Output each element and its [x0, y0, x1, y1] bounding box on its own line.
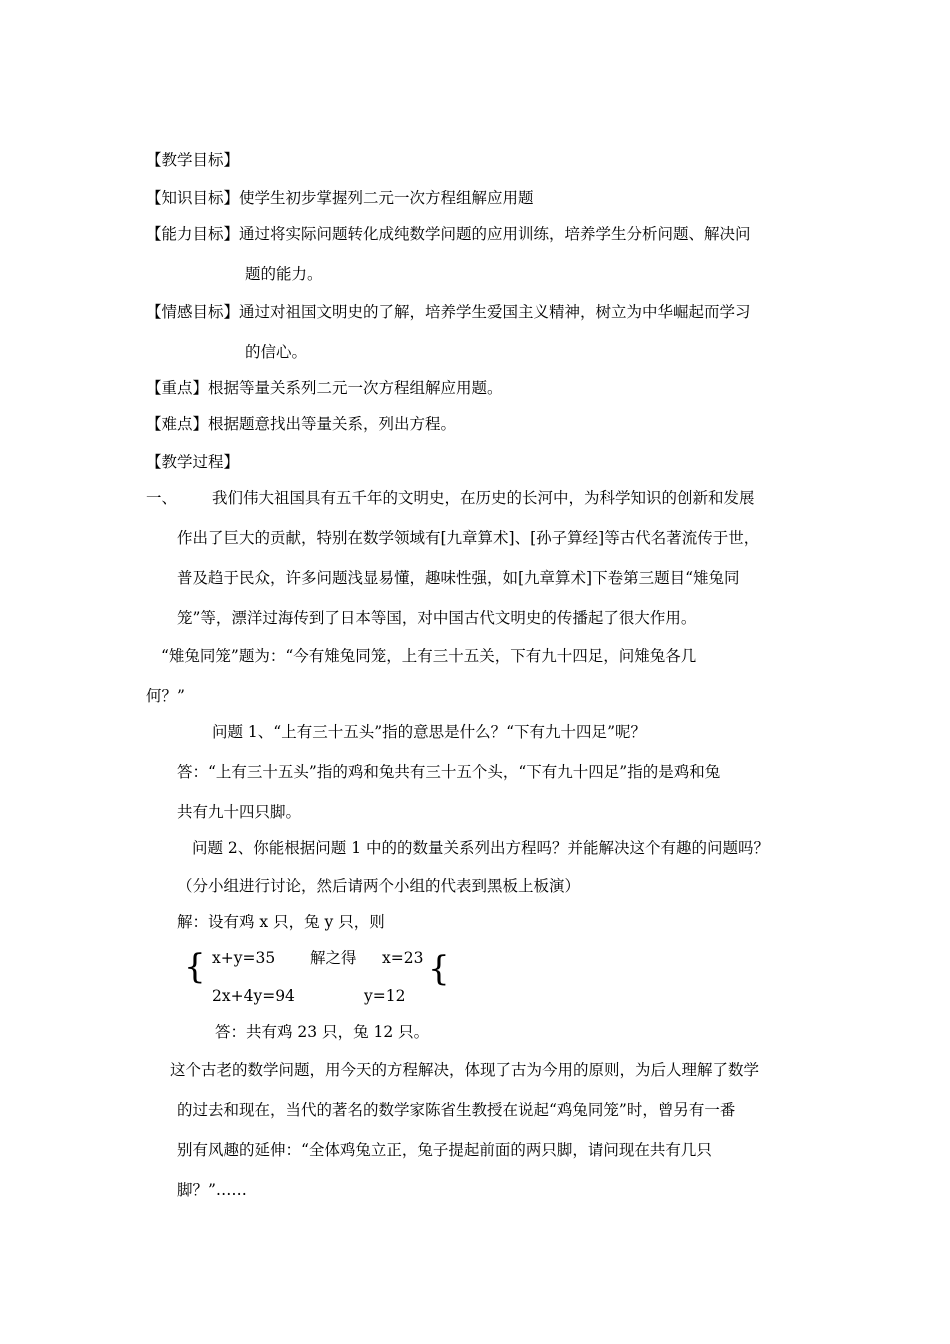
knowledge-goal: 【知识目标】使学生初步掌握列二元一次方程组解应用题	[146, 189, 534, 207]
equation-1: x+y=35	[212, 949, 276, 967]
equation-2: 2x+4y=94	[212, 987, 295, 1005]
section-heading-teaching-goals: 【教学目标】	[146, 151, 240, 169]
solution-x: x=23	[382, 949, 424, 967]
key-point: 【重点】根据等量关系列二元一次方程组解应用题。	[146, 379, 503, 397]
emotion-goal-line-2: 的信心。	[245, 343, 308, 361]
question-2-line-1: 问题 2、你能根据问题 1 中的的数量关系列出方程吗？并能解决这个有趣的问题吗？	[192, 839, 770, 857]
question-1: 问题 1、“上有三十五头”指的意思是什么？“下有九十四足”呢？	[212, 723, 646, 741]
section-heading-teaching-process: 【教学过程】	[146, 453, 240, 471]
difficulty: 【难点】根据题意找出等量关系，列出方程。	[146, 415, 457, 433]
final-answer: 答：共有鸡 23 只，兔 12 只。	[215, 1023, 430, 1041]
answer-1-line-2: 共有九十四只脚。	[177, 803, 302, 821]
ability-goal-line-2: 题的能力。	[245, 265, 323, 283]
intro-line-4: 笼”等，漂洋过海传到了日本等国，对中国古代文明史的传播起了很大作用。	[177, 609, 697, 627]
solve-label: 解之得	[310, 949, 357, 967]
closing-line-4: 脚？”……	[177, 1181, 247, 1199]
intro-line-2: 作出了巨大的贡献，特别在数学领域有[九章算术]、[孙子算经]等古代名著流传于世，	[177, 529, 760, 547]
problem-line-2: 何？”	[146, 687, 185, 705]
emotion-goal-line-1: 【情感目标】通过对祖国文明史的了解，培养学生爱国主义精神，树立为中华崛起而学习	[146, 303, 751, 321]
ability-goal-line-1: 【能力目标】通过将实际问题转化成纯数学问题的应用训练，培养学生分析问题、解决问	[146, 225, 751, 243]
closing-line-3: 别有风趣的延伸：“全体鸡兔立正，兔子提起前面的两只脚，请问现在共有几只	[177, 1141, 712, 1159]
answer-1-line-1: 答：“上有三十五头”指的鸡和兔共有三十五个头，“下有九十四足”指的是鸡和兔	[177, 763, 721, 781]
solution-intro: 解：设有鸡 x 只，兔 y 只，则	[177, 913, 385, 931]
solution-y: y=12	[364, 987, 406, 1005]
closing-line-2: 的过去和现在，当代的著名的数学家陈省生教授在说起“鸡兔同笼”时，曾另有一番	[177, 1101, 736, 1119]
problem-line-1: “雉兔同笼”题为：“今有雉兔同笼，上有三十五关，下有九十四足，问雉兔各几	[161, 647, 697, 665]
intro-line-3: 普及趋于民众，许多问题浅显易懂，趣味性强，如[九章算术]下卷第三题目“雉兔同	[177, 569, 740, 587]
question-2-line-2: （分小组进行讨论，然后请两个小组的代表到黑板上板演）	[177, 877, 581, 895]
intro-line-1: 我们伟大祖国具有五千年的文明史，在历史的长河中，为科学知识的创新和发展	[212, 489, 755, 507]
left-brace-icon: {	[184, 947, 206, 987]
closing-line-1: 这个古老的数学问题，用今天的方程解决，体现了古为今用的原则，为后人理解了数学	[170, 1061, 760, 1079]
right-brace-icon: {	[428, 949, 450, 989]
intro-number: 一、	[146, 489, 178, 507]
